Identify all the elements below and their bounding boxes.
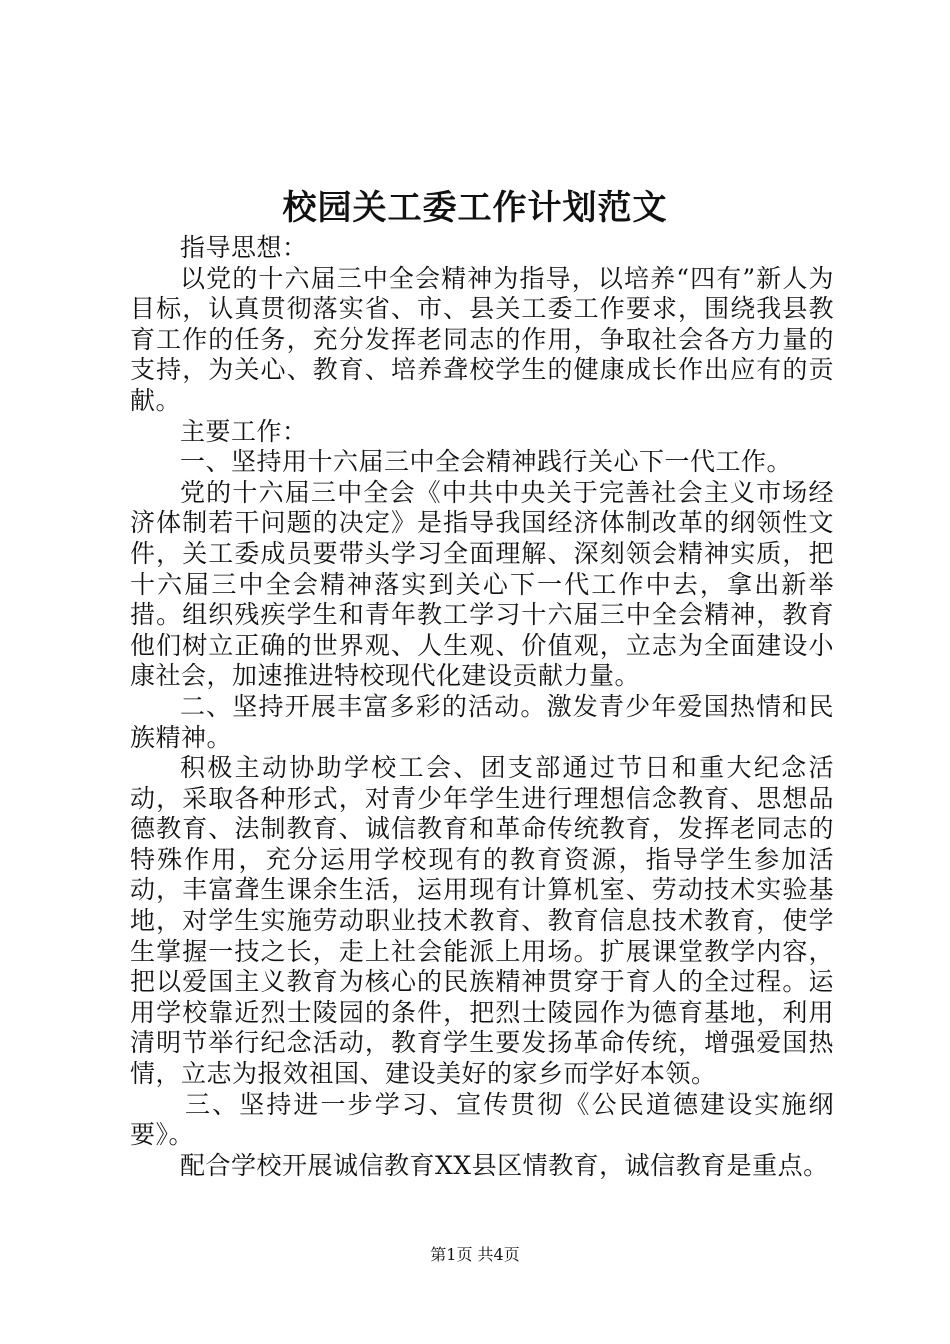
document-body (130, 233, 834, 1181)
paragraph-item-two-body: 积极主动协助学校工会、团支部通过节日和重大纪念活动，采取各种形式，对青少年学生进行理想信念教育、思想品德教育、法制教育、诚信教育和革命传统教育，发挥老同志的特殊作用，充分运用学校现有的教育资源，指导学生参加活动，丰富聋生课余生活，运用现有计算机室、劳动技术实验基地，对学生实施劳动职业技术教育、教育信息技术教育，使学生掌握一技之长，走上社会能派上用场。扩展课堂教学内容，把以爱国主义教育为核心的民族精神贯穿于育人的全过程。运用学校靠近烈士陵园的条件，把烈士陵园作为德育基地，利用清明节举行纪念活动，教育学生要发扬革命传统，增强爱国热情，立志为报效祖国、建设美好的家乡而学好本领。 (130, 753, 834, 1089)
paragraph-item-two-heading: 二、坚持开展丰富多彩的活动。激发青少年爱国热情和民族精神。 (130, 691, 834, 752)
paragraph-main-work-heading: 主要工作： (180, 416, 308, 446)
paragraph-item-one-heading: 一、坚持用十六届三中全会精神践行关心下一代工作。 (180, 447, 793, 477)
paragraph-guiding-ideology-heading: 指导思想： (180, 233, 308, 262)
paragraph-guiding-ideology: 以党的十六届三中全会精神为指导，以培养“四有”新人为目标，认真贯彻落实省、市、县关工委工作要求，围绕我县教育工作的任务，充分发挥老同志的作用，争取社会各方力量的支持，为关心、教育、培养聋校学生的健康成长作出应有的贡献。 (130, 263, 834, 415)
paragraph-item-one-body: 党的十六届三中全会《中共中央关于完善社会主义市场经济体制若干问题的决定》是指导我国经济体制改革的纲领性文件，关工委成员要带头学习全面理解、深刻领会精神实质，把十六届三中全会精神落实到关心下一代工作中去，拿出新举措。组织残疾学生和青年教工学习十六届三中全会精神，教育他们树立正确的世界观、人生观、价值观，立志为全面建设小康社会，加速推进特校现代化建设贡献力量。 (130, 477, 834, 691)
paragraph-item-three-heading: 三、坚持进一步学习、宣传贯彻《公民道德建设实施纲要》。 (130, 1089, 834, 1150)
paragraph-item-three-body: 配合学校开展诚信教育XX县区情教育，诚信教育是重点。 (180, 1150, 829, 1180)
page-footer: 第1页 共4页 (430, 1245, 520, 1264)
document-title: 校园关工委工作计划范文 (282, 188, 668, 228)
